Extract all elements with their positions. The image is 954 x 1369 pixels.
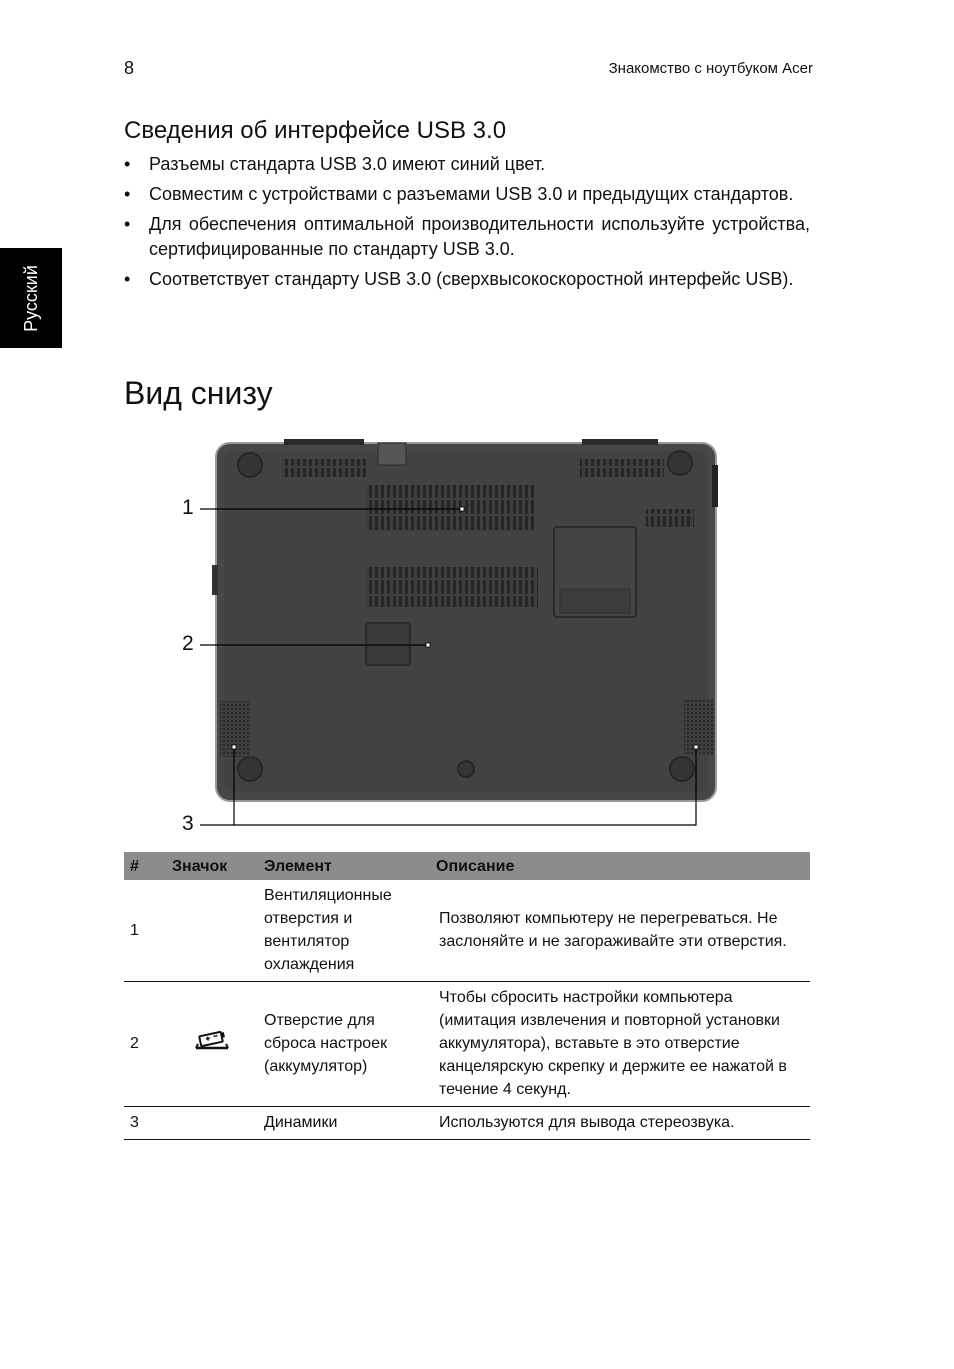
rubber-foot [670,757,694,781]
row-description: Позволяют компьютеру не перегреваться. Не заслоняйте и не загораживайте эти отверстия. [430,880,810,982]
usb-bullet: • Совместим с устройствами с разъемами USB 3.0 и предыдущих стандартов. [124,182,810,207]
rubber-foot [238,757,262,781]
callout-number-3: 3 [182,812,194,835]
row-element: Динамики [258,1107,430,1140]
language-side-tab-label: Русский [20,264,41,332]
language-side-tab [0,248,62,348]
table-row [124,880,810,982]
running-head: Знакомство с ноутбуком Acer [608,60,813,77]
column-header-description: Описание [430,852,810,880]
rubber-foot [668,451,692,475]
row-element: Отверстие для сброса настроек (аккумулятор) [258,982,430,1107]
column-header-number: # [124,852,166,880]
usb-bullet: • Для обеспечения оптимальной производительности используйте устройства, сертифицированные по стандарту USB 3.0. [124,212,810,262]
table-row [124,1107,810,1140]
callout-number-1: 1 [182,496,194,519]
speaker-grille-right [684,699,714,755]
row-icon [166,1107,258,1140]
bottom-view-table [124,852,810,1140]
page-number: 8 [124,58,135,78]
usb-section-title: Сведения об интерфейсе USB 3.0 [124,117,507,144]
row-number: 2 [124,982,166,1107]
laptop-bottom-diagram [170,435,750,845]
ventilation-grille-upper [366,485,534,531]
row-element: Вентиляционные отверстия и вентилятор охлаждения [258,880,430,982]
row-description: Используются для вывода стереозвука. [430,1107,810,1140]
usb-bullet-list [124,152,810,297]
bottom-view-title: Вид снизу [124,375,273,411]
usb-bullet: • Соответствует стандарту USB 3.0 (сверхвысокоскоростной интерфейс USB). [124,267,810,292]
row-icon [166,880,258,982]
row-number: 3 [124,1107,166,1140]
laptop-bottom-illustration [170,435,750,845]
column-header-icon: Значок [166,852,258,880]
table-row [124,982,810,1107]
battery-reset-plate [366,623,410,665]
row-description: Чтобы сбросить настройки компьютера (имитация извлечения и повторной установки аккумулятора), вставьте в это отверстие канцелярскую скрепку и держите ее нажатой в течение 4 секунд. [430,982,810,1107]
rubber-foot [238,453,262,477]
table-header-row [124,852,810,880]
row-icon [166,982,258,1107]
column-header-element: Элемент [258,852,430,880]
screw [458,761,474,777]
ventilation-grille-lower [366,567,538,607]
row-number: 1 [124,880,166,982]
callout-number-2: 2 [182,632,194,655]
usb-bullet: • Разъемы стандарта USB 3.0 имеют синий цвет. [124,152,810,177]
battery-reset-icon [192,1026,232,1054]
